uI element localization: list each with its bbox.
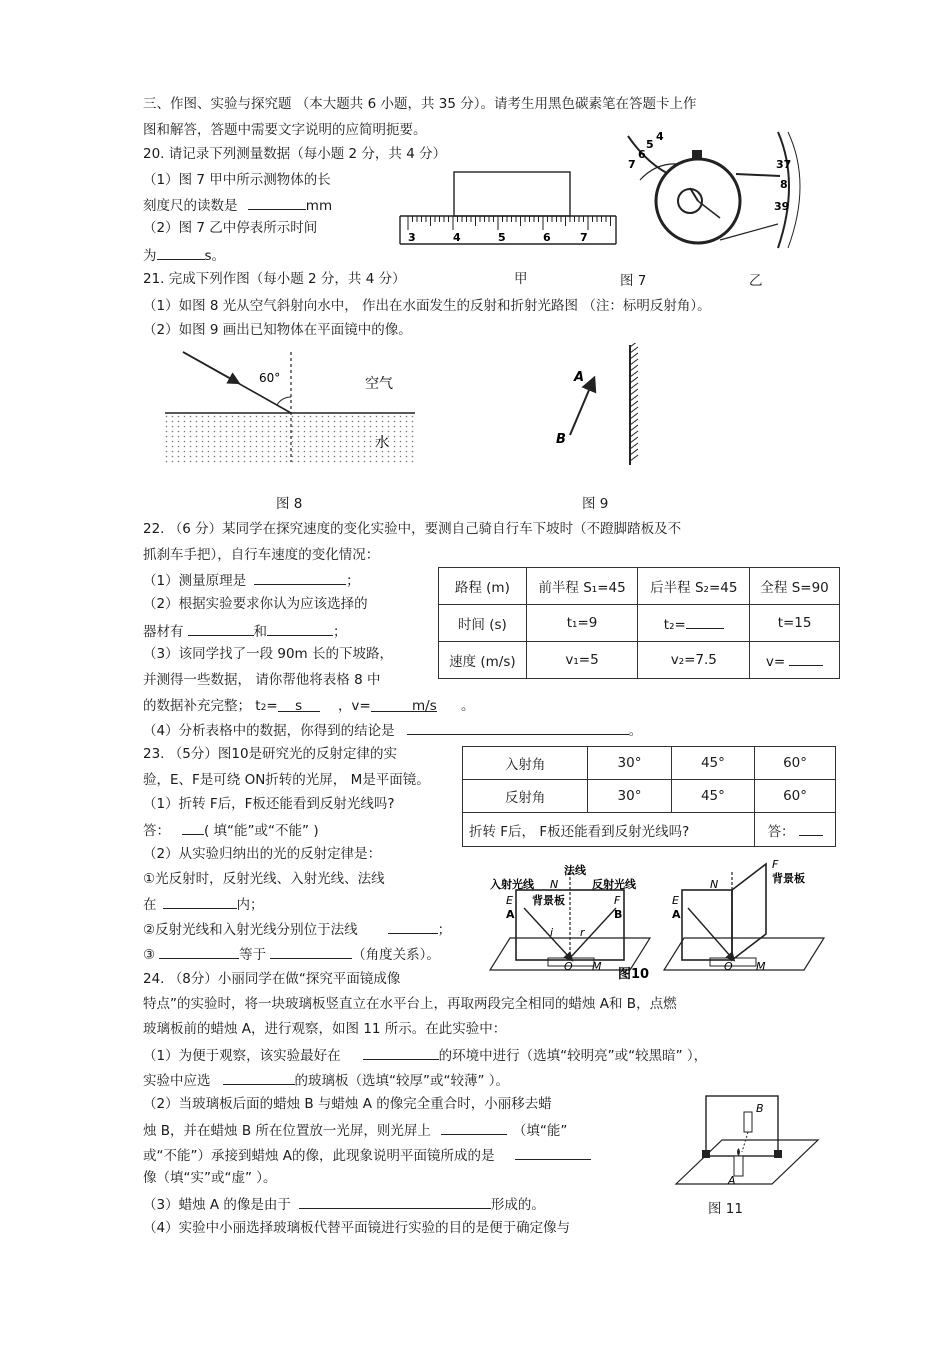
table-cell: 45°	[671, 747, 754, 780]
q23-part1-blank[interactable]	[182, 820, 204, 835]
table-row	[439, 605, 840, 642]
table-cell: 速度 (m/s)	[439, 642, 527, 679]
q22-principle-blank[interactable]	[254, 570, 346, 585]
table-answer-blank[interactable]	[799, 821, 823, 836]
q23-rule3-blank-2[interactable]	[270, 944, 352, 959]
table-cell: v=	[750, 642, 840, 679]
mirror-hatch	[630, 455, 638, 461]
glass-plate	[706, 1096, 778, 1156]
table-cell: 时间 (s)	[439, 605, 527, 642]
table-row	[439, 642, 840, 679]
board-label: 背景板	[532, 894, 565, 907]
mirror-hatch	[630, 449, 638, 455]
fig8-refraction-diagram	[165, 350, 415, 465]
q22-part3-line3: 的数据补充完整； t2= s ，v= m/s 。	[143, 698, 475, 714]
fig11-plane-mirror-candles	[672, 1090, 822, 1190]
table-row	[439, 568, 840, 605]
fig7-ruler-diagram	[398, 168, 620, 250]
q23-part1: （1）折转 F后，F板还能看到反射光线吗?	[143, 796, 395, 812]
mirror-hatch	[630, 359, 638, 365]
q24-glass-blank[interactable]	[223, 1070, 295, 1085]
normal-label: 法线	[564, 864, 586, 877]
table-cell: t₁=9	[526, 605, 638, 642]
e-label: E	[672, 894, 679, 907]
q20-part1-line1: （1）图 7 甲中所示测物体的长	[143, 172, 331, 188]
fig11-caption: 图 11	[708, 1201, 743, 1217]
table-cell: 折转 F后， F板还能看到反射光线吗?	[463, 813, 755, 847]
q22-part2-line2: 器材有 和 ；	[143, 621, 347, 641]
q23-part2: （2）从实验归纳出的光的反射定律是：	[143, 846, 382, 862]
q23-rule1-cont: 在 内；	[143, 894, 264, 914]
q24-part1-line2: 实验中应选 的玻璃板（选填“较厚”或“较薄” ）。	[143, 1070, 509, 1090]
mirror-hatch	[630, 401, 638, 407]
q24-image-type-blank[interactable]	[515, 1145, 591, 1160]
dial-big-label: 37	[776, 158, 792, 171]
ruler-tick-label: 6	[543, 231, 551, 244]
q22-part4: （4）分析表格中的数据，你得到的结论是 。	[143, 720, 642, 740]
table-row	[463, 780, 836, 813]
dial-small-label: 4	[656, 130, 664, 143]
mirror-hatch	[630, 419, 638, 425]
fig9-mirror-diagram	[548, 343, 648, 468]
table-surface	[676, 1140, 818, 1184]
ruler-tick-label: 7	[580, 231, 588, 244]
table-cell: 后半程 S₂=45	[638, 568, 750, 605]
fig7-caption-jia: 甲	[514, 271, 528, 287]
q21-part2: （2）如图 9 画出已知物体在平面镜中的像。	[143, 322, 412, 338]
n-label: N	[550, 878, 559, 891]
f-label: F	[772, 858, 779, 871]
q24-reason-blank[interactable]	[299, 1194, 491, 1209]
mirror-hatch	[630, 371, 638, 377]
q23-rule1-blank[interactable]	[163, 894, 237, 909]
q20-stopwatch-answer-blank[interactable]	[157, 245, 205, 260]
i-label: i	[550, 926, 554, 939]
reflected-ray-label: 反射光线	[592, 878, 636, 891]
point-a-label: A	[574, 370, 585, 385]
q22-equipment-blank-1[interactable]	[188, 621, 254, 636]
a-label: A	[506, 908, 515, 921]
screen-board-right-f	[732, 864, 766, 960]
q21-title: 21. 完成下列作图（每小题 2 分，共 4 分）	[143, 271, 406, 287]
ruler-tick-label: 3	[408, 231, 416, 244]
q24-title: 24. （8分）小丽同学在做“探究平面镜成像	[143, 971, 401, 987]
o-label: O	[564, 960, 573, 973]
table-row	[463, 813, 836, 847]
ruler-tick-label: 5	[498, 231, 506, 244]
q20-part1-line2: 刻度尺的读数是 mm	[143, 195, 332, 215]
table-cell: 全程 S=90	[750, 568, 840, 605]
dial-small-label: 6	[638, 148, 646, 161]
candle-b-label: B	[756, 1102, 764, 1115]
fig7-caption: 图 7	[620, 273, 647, 289]
n-label: N	[710, 878, 719, 891]
q22-part1: （1）测量原理是 ；	[143, 570, 360, 590]
table-cell: v₁=5	[526, 642, 638, 679]
q20-ruler-answer-blank[interactable]	[248, 195, 306, 210]
candle-b	[744, 1112, 752, 1132]
q23-rule2: ②反射光线和入射光线分别位于法线 ；	[143, 919, 451, 939]
q23-data-table	[462, 746, 836, 847]
dial-small-label: 5	[646, 138, 654, 151]
q24-line3: 玻璃板前的蜡烛 A，进行观察，如图 11 所示。在此实验中：	[143, 1021, 507, 1037]
o-label: O	[724, 960, 733, 973]
q23-rule3: ③ 等于 （角度关系）。	[143, 944, 440, 964]
fig7-stopwatch-diagram	[620, 128, 810, 258]
candle-a	[734, 1156, 743, 1176]
q24-part2-line4: 像（填“实”或“虚” ）。	[143, 1170, 277, 1186]
q24-part2-line1: （2）当玻璃板后面的蜡烛 B 与蜡烛 A 的像完全重合时，小丽移去蜡	[143, 1096, 552, 1112]
q22-v-blank[interactable]: m/s	[371, 697, 437, 712]
fig10-reflection-apparatus	[488, 858, 833, 980]
table-cell: 答：	[755, 813, 836, 847]
fig9-caption: 图 9	[582, 496, 609, 512]
table-cell: v₂=7.5	[638, 642, 750, 679]
q22-part3-line2: 并测得一些数据， 请你帮他将表格 8 中	[143, 672, 381, 688]
table-cell: 30°	[588, 747, 671, 780]
mirror-hatch	[630, 425, 638, 431]
incident-ray-label: 入射光线	[490, 878, 534, 891]
q23-line2: 验，E、F是可绕 ON折转的光屏， M是平面镜。	[143, 772, 430, 788]
q20-title: 20. 请记录下列测量数据（每小题 2 分，共 4 分）	[143, 146, 447, 162]
b-label: B	[614, 908, 623, 921]
q22-data-table	[438, 567, 840, 679]
ruler-object-block	[454, 172, 570, 216]
dial-big-label: 39	[774, 200, 790, 213]
table-v-blank[interactable]	[789, 651, 823, 666]
q22-t2-blank[interactable]: s	[278, 697, 320, 712]
angle-label: 60°	[259, 371, 281, 385]
table-cell: 45°	[671, 780, 754, 813]
mirror-hatch	[630, 431, 638, 437]
mirror-hatch	[630, 343, 638, 347]
q21-part1: （1）如图 8 光从空气斜射向水中， 作出在水面发生的反射和折射光路图 （注：标明反射角）。	[143, 298, 711, 314]
mirror-hatch	[630, 413, 638, 419]
q24-line2: 特点”的实验时，将一块玻璃板竖直立在水平台上，再取两段完全相同的蜡烛 A和 B，点燃	[143, 996, 677, 1012]
q22-title-line2: 抓刹车手把），自行车速度的变化情况：	[143, 547, 380, 563]
f-label: F	[614, 894, 621, 907]
table-cell: 60°	[755, 780, 836, 813]
m-label: M	[592, 960, 602, 973]
q22-part3-line1: （3）该同学找了一段 90m 长的下坡路，	[143, 646, 394, 662]
table-cell: t₂=	[638, 605, 750, 642]
table-row	[463, 747, 836, 780]
m-label: M	[756, 960, 766, 973]
fig8-caption: 图 8	[276, 496, 303, 512]
a-label: A	[672, 908, 681, 921]
table-cell: 路程 (m)	[439, 568, 527, 605]
table-cell: 60°	[755, 747, 836, 780]
table-cell: 反射角	[463, 780, 588, 813]
air-label: 空气	[365, 376, 393, 392]
q20-part2-line2: 为 s。	[143, 245, 225, 265]
mirror-hatch	[630, 365, 638, 371]
candle-a-label: A	[728, 1174, 736, 1187]
mirror-hatch	[630, 389, 638, 395]
mirror-hatch	[630, 353, 638, 359]
table-t2-blank[interactable]	[686, 614, 724, 629]
q24-part4: （4）实验中小丽选择玻璃板代替平面镜进行实验的目的是便于确定像与	[143, 1220, 571, 1236]
q23-title: 23. （5分）图10是研究光的反射定律的实	[143, 746, 398, 762]
mirror-hatch	[630, 347, 638, 353]
mirror-hatch	[630, 383, 638, 389]
q23-part1-answer: 答： ( 填“能”或“不能” )	[143, 820, 319, 840]
section-header-line1: 三、作图、实验与探究题 （本大题共 6 小题，共 35 分）。请考生用黑色碳素笔在答题卡上作	[143, 96, 697, 112]
mirror-hatch	[630, 407, 638, 413]
e-label: E	[506, 894, 513, 907]
fig10-caption: 图10	[618, 967, 650, 980]
q24-screen-blank[interactable]	[441, 1120, 507, 1135]
r-label: r	[580, 926, 585, 939]
q23-rule3-blank-1[interactable]	[159, 944, 239, 959]
table-cell: 入射角	[463, 747, 588, 780]
q23-rule1: ①光反射时，反射光线、入射光线、法线	[143, 871, 385, 887]
q24-part2-line2: 烛 B，并在蜡烛 B 所在位置放一光屏，则光屏上 （填“能”	[143, 1120, 567, 1140]
object-arrow-ab	[570, 383, 592, 435]
q24-environment-blank[interactable]	[363, 1045, 439, 1060]
board-label: 背景板	[772, 872, 805, 885]
mirror-hatch	[630, 437, 638, 443]
q24-part2-line3: 或“不能”）承接到蜡烛 A的像，此现象说明平面镜所成的是	[143, 1145, 591, 1165]
q22-equipment-blank-2[interactable]	[267, 621, 333, 636]
ruler-tick-label: 4	[453, 231, 461, 244]
mirror-hatch	[630, 377, 638, 383]
q22-title: 22. （6 分）某同学在探究速度的变化实验中，要测自己骑自行车下坡时（不蹬脚踏板及不	[143, 521, 682, 537]
q24-part3: （3）蜡烛 A 的像是由于 形成的。	[143, 1194, 545, 1214]
q22-part2-line1: （2）根据实验要求你认为应该选择的	[143, 596, 368, 612]
mirror-hatch	[630, 443, 638, 449]
dial-big-label: 8	[780, 178, 788, 191]
q23-rule2-blank[interactable]	[388, 919, 438, 934]
dial-small-label: 7	[628, 158, 636, 171]
table-cell: 30°	[588, 780, 671, 813]
q20-part2-line1: （2）图 7 乙中停表所示时间	[143, 220, 318, 236]
water-label: 水	[375, 435, 389, 451]
q22-conclusion-blank[interactable]	[407, 720, 629, 735]
point-b-label: B	[556, 432, 566, 447]
section-header-line2: 图和解答，答题中需要文字说明的应简明扼要。	[143, 122, 427, 138]
mirror-hatch	[630, 395, 638, 401]
q24-part1-line1: （1）为便于观察，该实验最好在 的环境中进行（选填“较明亮”或“较黑暗” ），	[143, 1045, 707, 1065]
table-cell: 前半程 S₁=45	[526, 568, 638, 605]
fig7-caption-yi: 乙	[749, 273, 763, 289]
table-cell: t=15	[750, 605, 840, 642]
